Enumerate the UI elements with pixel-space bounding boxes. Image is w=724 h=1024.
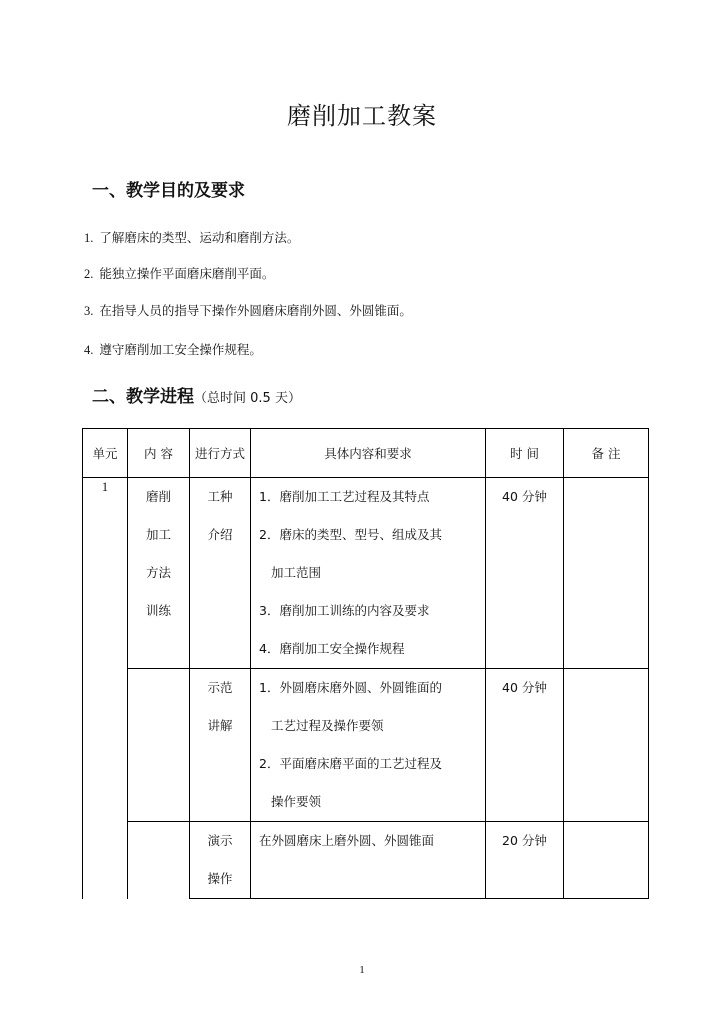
content-cell: [128, 478, 190, 669]
time-cell: 40 分钟: [486, 669, 564, 822]
note-cell: [564, 669, 649, 822]
objective-number: 2.: [84, 267, 94, 281]
detail-line: 1．外圆磨床磨外圆、外圆锥面的: [259, 680, 442, 695]
objective-item: [84, 301, 412, 319]
detail-line: 3．磨削加工训练的内容及要求: [259, 603, 430, 618]
section-heading-progress: [92, 382, 301, 407]
header-time: 时 间: [486, 429, 564, 478]
method-line: 工种: [207, 489, 233, 504]
objective-text: 能独立操作平面磨床磨削平面。: [99, 266, 275, 281]
header-unit: 单元: [83, 429, 128, 478]
detail-line: 工艺过程及操作要领: [271, 718, 384, 733]
method-line: 讲解: [207, 718, 233, 733]
detail-cell: [251, 669, 486, 822]
unit-cell: [83, 478, 128, 899]
document-title: 磨削加工教案: [287, 102, 437, 130]
header-note: 备 注: [564, 429, 649, 478]
total-time-note: （总时间 0.5 天）: [194, 391, 301, 406]
method-cell: [190, 669, 251, 822]
note-cell: [564, 478, 649, 669]
header-detail: 具体内容和要求: [251, 429, 486, 478]
objective-text: 在指导人员的指导下操作外圆磨床磨削外圆、外圆锥面。: [99, 303, 412, 318]
objective-text: 遵守磨削加工安全操作规程。: [99, 342, 262, 357]
time-cell: 40 分钟: [486, 478, 564, 669]
unit-number: 1: [101, 480, 109, 494]
content-line: 磨削: [145, 489, 171, 504]
detail-cell: [251, 822, 486, 899]
content-cell: [128, 822, 190, 899]
header-method: 进行方式: [190, 429, 251, 478]
detail-line: 2．平面磨床磨平面的工艺过程及: [259, 756, 442, 771]
method-cell: [190, 478, 251, 669]
section-heading-text: 二、教学进程: [92, 387, 194, 407]
content-line: 加工: [145, 527, 171, 542]
detail-line: 在外圆磨床上磨外圆、外圆锥面: [259, 833, 435, 848]
objective-number: 3.: [84, 304, 94, 318]
method-line: 示范: [207, 680, 233, 695]
content-cell: [128, 669, 190, 822]
objective-number: 4.: [84, 343, 94, 357]
detail-cell: [251, 478, 486, 669]
objective-item: [84, 228, 299, 246]
header-content: 内 容: [128, 429, 190, 478]
page-number: 1: [359, 964, 365, 976]
detail-line: 2．磨床的类型、型号、组成及其: [259, 527, 442, 542]
method-line: 演示: [207, 833, 233, 848]
table-row: [83, 478, 649, 669]
method-line: 介绍: [207, 527, 233, 542]
method-line: 操作: [207, 871, 233, 886]
objective-text: 了解磨床的类型、运动和磨削方法。: [99, 230, 300, 245]
teaching-progress-table: [82, 428, 649, 899]
table-row: [83, 669, 649, 822]
section-heading-objectives: 一、教学目的及要求: [92, 181, 245, 201]
table-header-row: [83, 429, 649, 478]
time-cell: 20 分钟: [486, 822, 564, 899]
detail-line: 操作要领: [271, 794, 322, 809]
detail-line: 加工范围: [271, 565, 322, 580]
table-row: [83, 822, 649, 899]
objective-number: 1.: [84, 231, 94, 245]
objective-item: [84, 340, 262, 358]
objective-item: [84, 264, 274, 282]
detail-line: 1．磨削加工工艺过程及其特点: [259, 489, 430, 504]
detail-line: 4．磨削加工安全操作规程: [259, 641, 405, 656]
note-cell: [564, 822, 649, 899]
content-line: 训练: [145, 603, 171, 618]
content-line: 方法: [145, 565, 171, 580]
method-cell: [190, 822, 251, 899]
